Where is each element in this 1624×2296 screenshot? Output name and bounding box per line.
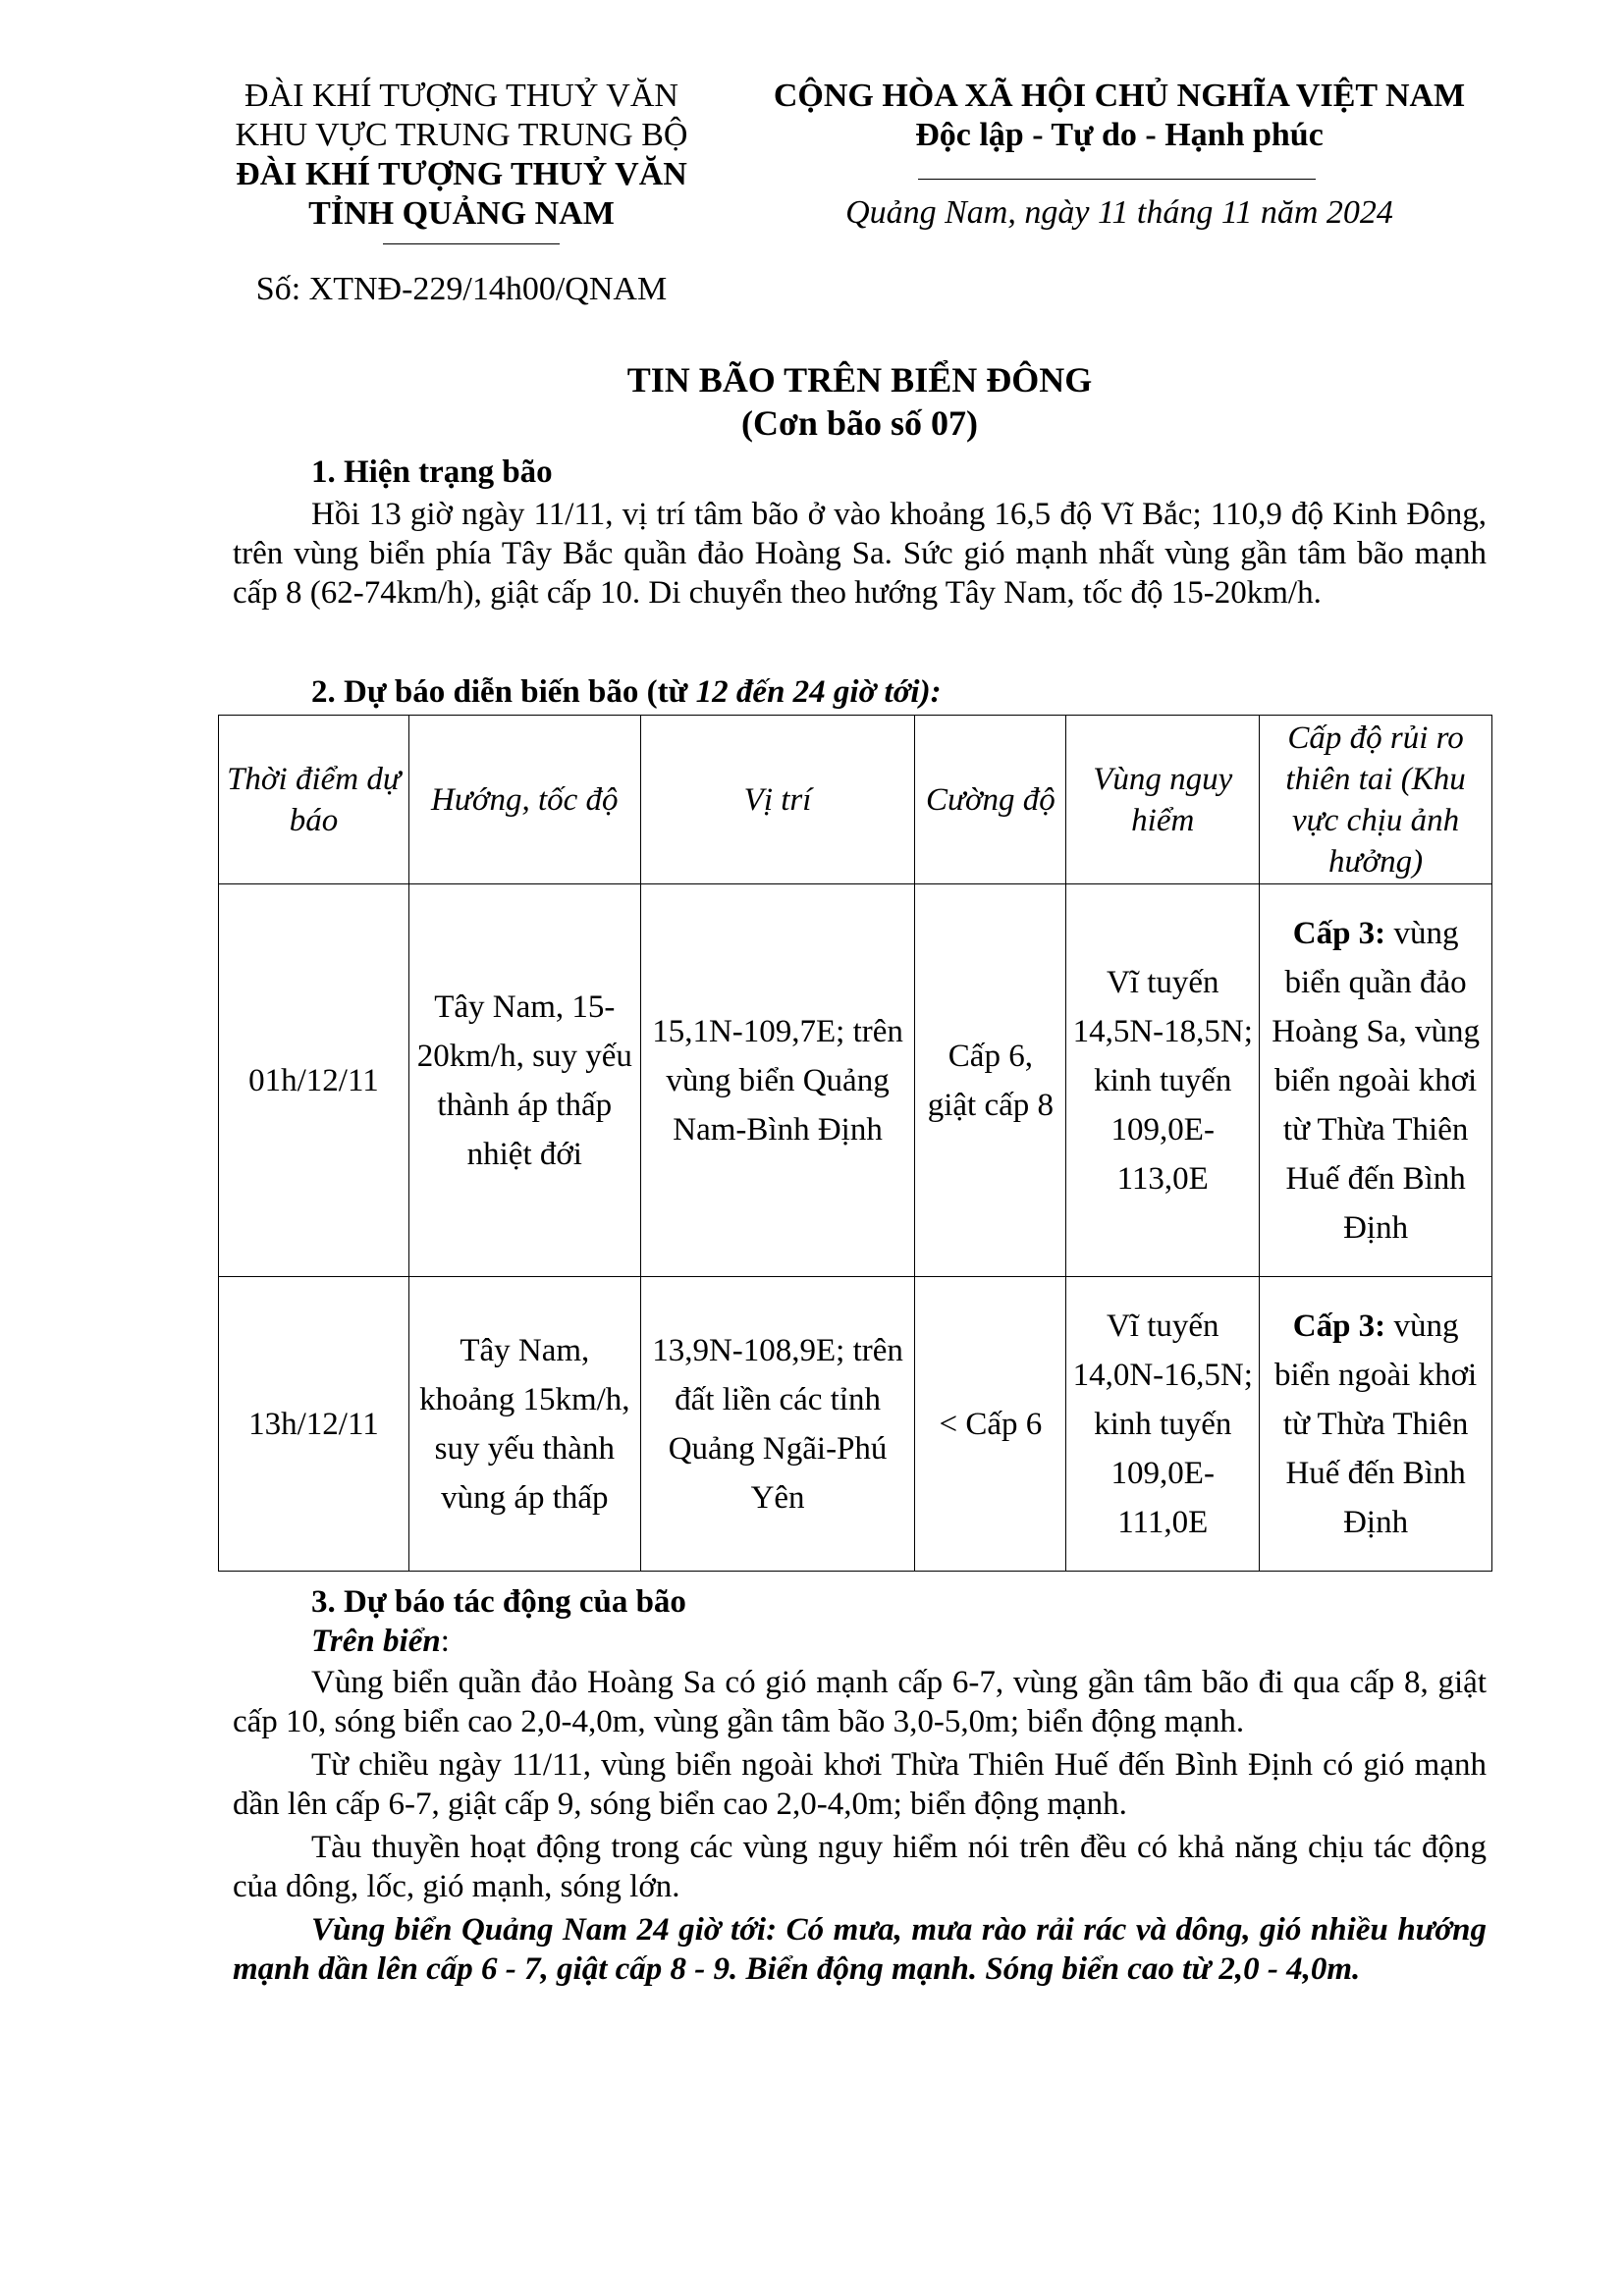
impact-paragraph-1: Vùng biển quần đảo Hoàng Sa có gió mạnh cấp 6-7, vùng gần tâm bão đi qua cấp 8, giật cấp 10, sóng biển cao 2,0-4,0m, vùng gần tâm bão 3,0-5,0m; biển động mạnh. <box>233 1665 1487 1739</box>
header-intensity: Cường độ <box>915 716 1066 884</box>
risk-text: vùng biển quần đảo Hoàng Sa, vùng biển ngoài khơi từ Thừa Thiên Huế đến Bình Định <box>1272 915 1480 1246</box>
section-2-heading-start: 2. Dự báo diễn biến bão (từ <box>311 674 696 710</box>
left-header-divider <box>383 243 560 244</box>
agency-line-2: KHU VỰC TRUNG TRUNG BỘ <box>235 117 688 153</box>
cell-risk-level <box>1260 1277 1492 1572</box>
cell-intensity: < Cấp 6 <box>915 1277 1066 1572</box>
cell-position: 15,1N-109,7E; trên vùng biển Quảng Nam-Bình Định <box>640 884 915 1277</box>
section-2-heading-range: 12 đến 24 giờ tới <box>695 674 920 710</box>
cell-position: 13,9N-108,9E; trên đất liền các tỉnh Quảng Ngãi-Phú Yên <box>640 1277 915 1572</box>
impact-paragraph-2: Từ chiều ngày 11/11, vùng biển ngoài khơi Thừa Thiên Huế đến Bình Định có gió mạnh dần lên cấp 6-7, giật cấp 9, sóng biển cao 2,0-4,0m; biển động mạnh. <box>233 1747 1487 1822</box>
risk-label: Cấp 3: <box>1292 1308 1386 1344</box>
national-title: CỘNG HÒA XÃ HỘI CHỦ NGHĨA VIỆT NAM <box>773 78 1466 114</box>
risk-label: Cấp 3: <box>1292 915 1386 951</box>
agency-line-1: ĐÀI KHÍ TƯỢNG THUỶ VĂN <box>244 78 678 114</box>
title-main: TIN BÃO TRÊN BIỂN ĐÔNG <box>626 360 1093 400</box>
header-position: Vị trí <box>640 716 915 884</box>
quang-nam-forecast: Vùng biển Quảng Nam 24 giờ tới: Có mưa, mưa rào rải rác và dông, gió nhiều hướng mạnh dần lên cấp 6 - 7, giật cấp 8 - 9. Biển động mạnh. Sóng biển cao từ 2,0 - 4,0m. <box>233 1912 1487 1987</box>
impact-paragraph-3: Tàu thuyền hoạt động trong các vùng nguy hiểm nói trên đều có khả năng chịu tác động của dông, lốc, gió mạnh, sóng lớn. <box>233 1830 1487 1904</box>
section-2-heading <box>311 672 1565 712</box>
section-3-heading: 3. Dự báo tác động của bão <box>311 1584 686 1620</box>
national-motto-block <box>731 77 1507 155</box>
header-direction: Hướng, tốc độ <box>408 716 640 884</box>
cell-direction: Tây Nam, 15-20km/h, suy yếu thành áp thấp nhiệt đới <box>408 884 640 1277</box>
cell-time: 13h/12/11 <box>219 1277 409 1572</box>
cell-risk-level <box>1260 884 1492 1277</box>
at-sea-label: Trên biển <box>311 1624 441 1659</box>
header-time: Thời điểm dự báo <box>219 716 409 884</box>
cell-danger-zone: Vĩ tuyến 14,5N-18,5N; kinh tuyến 109,0E-113,0E <box>1066 884 1260 1277</box>
forecast-table <box>218 715 1492 1572</box>
section-1-text: Hồi 13 giờ ngày 11/11, vị trí tâm bão ở vào khoảng 16,5 độ Vĩ Bắc; 110,9 độ Kinh Đông, trên vùng biển phía Tây Bắc quần đảo Hoàng Sa. Sức gió mạnh nhất vùng gần tâm bão mạnh cấp 8 (62-74km/h), giật cấp 10. Di chuyển theo hướng Tây Nam, tốc độ 15-20km/h. <box>233 497 1487 611</box>
table-row <box>219 1277 1492 1572</box>
right-header-divider <box>918 179 1316 180</box>
table-header-row <box>219 716 1492 884</box>
at-sea-colon: : <box>440 1624 450 1659</box>
header-danger-zone: Vùng nguy hiểm <box>1066 716 1260 884</box>
issue-date: Quảng Nam, ngày 11 tháng 11 năm 2024 <box>845 194 1393 231</box>
cell-time: 01h/12/11 <box>219 884 409 1277</box>
header-risk-level: Cấp độ rủi ro thiên tai (Khu vực chịu ảnh hưởng) <box>1260 716 1492 884</box>
agency-line-4: TỈNH QUẢNG NAM <box>308 195 615 232</box>
issuing-agency-block <box>206 77 717 234</box>
at-sea-subheading <box>311 1622 1565 1661</box>
agency-line-3: ĐÀI KHÍ TƯỢNG THUỶ VĂN <box>236 156 687 192</box>
table-row <box>219 884 1492 1277</box>
title-sub: (Cơn bão số 07) <box>741 403 978 443</box>
document-title <box>233 358 1487 445</box>
cell-intensity: Cấp 6, giật cấp 8 <box>915 884 1066 1277</box>
risk-text: vùng biển ngoài khơi từ Thừa Thiên Huế đến Bình Định <box>1273 1308 1478 1540</box>
section-2-heading-end: ): <box>919 674 942 710</box>
document-number: Số: XTNĐ-229/14h00/QNAM <box>255 271 668 307</box>
section-1-heading: 1. Hiện trạng bão <box>311 454 553 490</box>
cell-danger-zone: Vĩ tuyến 14,0N-16,5N; kinh tuyến 109,0E-111,0E <box>1066 1277 1260 1572</box>
national-motto: Độc lập - Tự do - Hạnh phúc <box>915 117 1324 153</box>
cell-direction: Tây Nam, khoảng 15km/h, suy yếu thành vùng áp thấp <box>408 1277 640 1572</box>
